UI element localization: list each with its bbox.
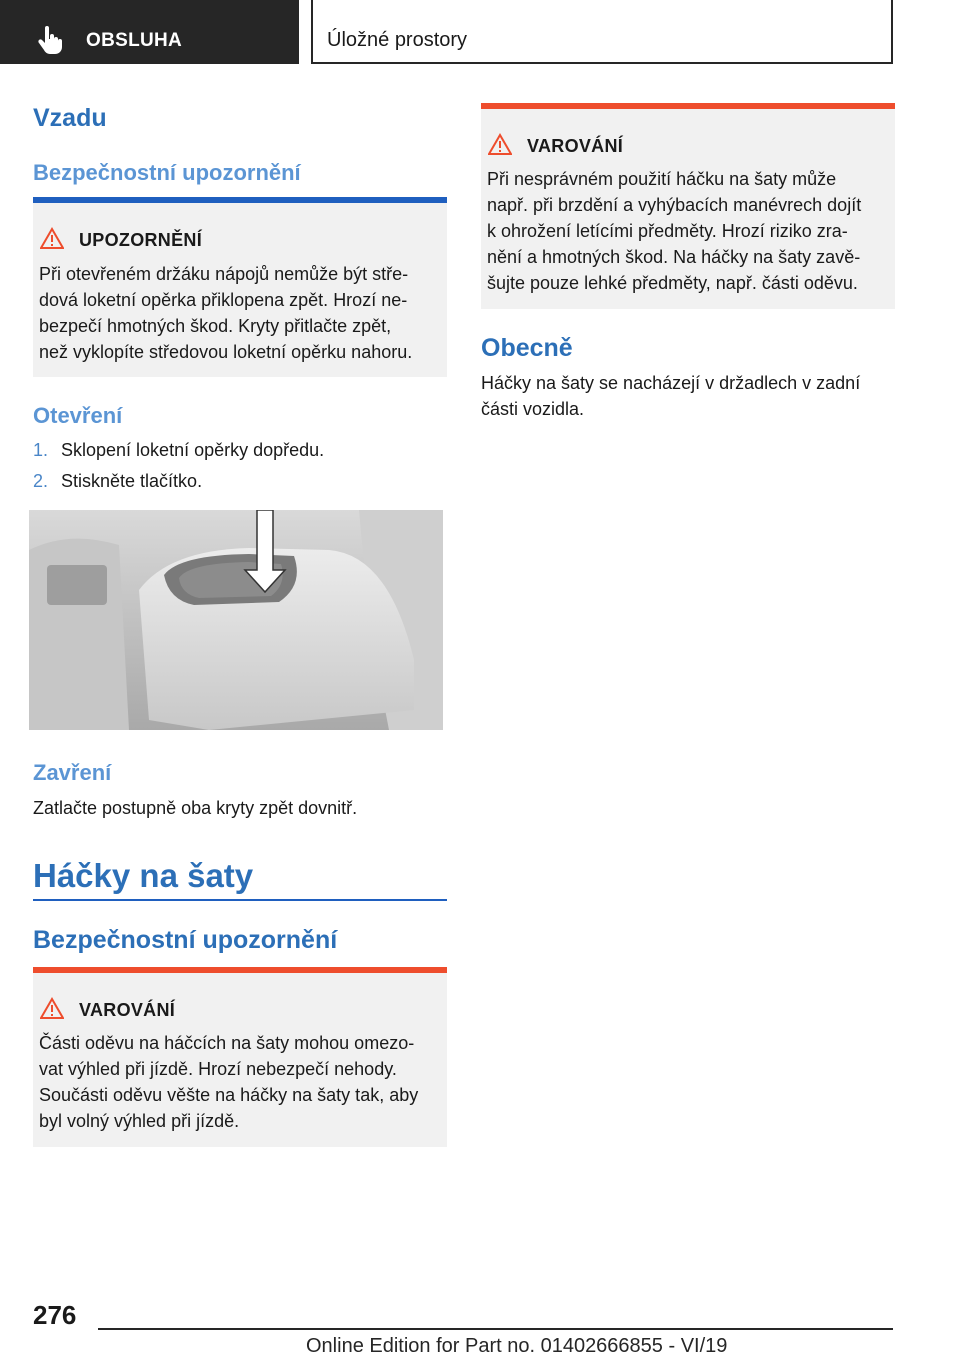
warning-text: Části oděvu na háčcích na šaty mohou omezo- vat výhled při jízdě. Hrozí nebezpečí nehody. Součásti oděvu věšte na háčky na šaty tak, aby byl volný výhled při jízdě.	[39, 1033, 419, 1131]
warning-triangle-icon	[40, 227, 64, 249]
section-label: OBSLUHA	[86, 30, 183, 51]
section-header-tab	[0, 0, 299, 64]
warning-text: Při nesprávném použití háčku na šaty může např. při brzdění a vyhýbacích manévrech dojít k ohrožení letícími předměty. Hrozí riziko zra- nění a hmotných škod. Na háčky na šaty zavě- šujte pouze lehké předměty, např. části oděvu.	[487, 169, 862, 293]
edition-text: Online Edition for Part no. 01402666855 - VI/19	[306, 1335, 728, 1357]
chapter-header	[311, 0, 893, 64]
footer-rule	[98, 1328, 893, 1330]
warning-triangle-icon	[488, 133, 512, 155]
warning-title: VAROVÁNÍ	[527, 136, 624, 156]
warning-triangle-icon	[40, 997, 64, 1019]
heading-safety-notes-2: Bezpečnostní upozornění	[33, 926, 338, 954]
notice-box	[33, 197, 447, 377]
warning-box-general	[481, 103, 895, 309]
warning-box-hooks	[33, 967, 447, 1147]
heading-open: Otevření	[33, 403, 123, 428]
page-number: 276	[33, 1300, 77, 1330]
heading-rule	[33, 899, 447, 901]
heading-close: Zavření	[33, 760, 112, 785]
heading-vzadu: Vzadu	[33, 104, 107, 132]
armrest-photo	[29, 510, 443, 730]
close-text: Zatlačte postupně oba kryty zpět dovnitř.	[33, 798, 358, 818]
general-text: Háčky na šaty se nacházejí v držadlech v zadní části vozidla.	[481, 373, 861, 419]
heading-hooks: Háčky na šaty	[33, 857, 254, 894]
chapter-title: Úložné prostory	[327, 29, 468, 51]
warning-title: VAROVÁNÍ	[79, 1000, 176, 1020]
notice-text: Při otevřeném držáku nápojů nemůže být stře- dová loketní opěrka přiklopena zpět. Hrozí ne- bezpečí hmotných škod. Kryty přitlačte zpět, než vyklopíte středovou loketní opěrku nahoru.	[39, 264, 413, 362]
heading-safety-notes: Bezpečnostní upozornění	[33, 160, 301, 185]
notice-title: UPOZORNĚNÍ	[79, 230, 203, 250]
hand-pointer-icon	[38, 26, 64, 54]
heading-general: Obecně	[481, 334, 573, 362]
